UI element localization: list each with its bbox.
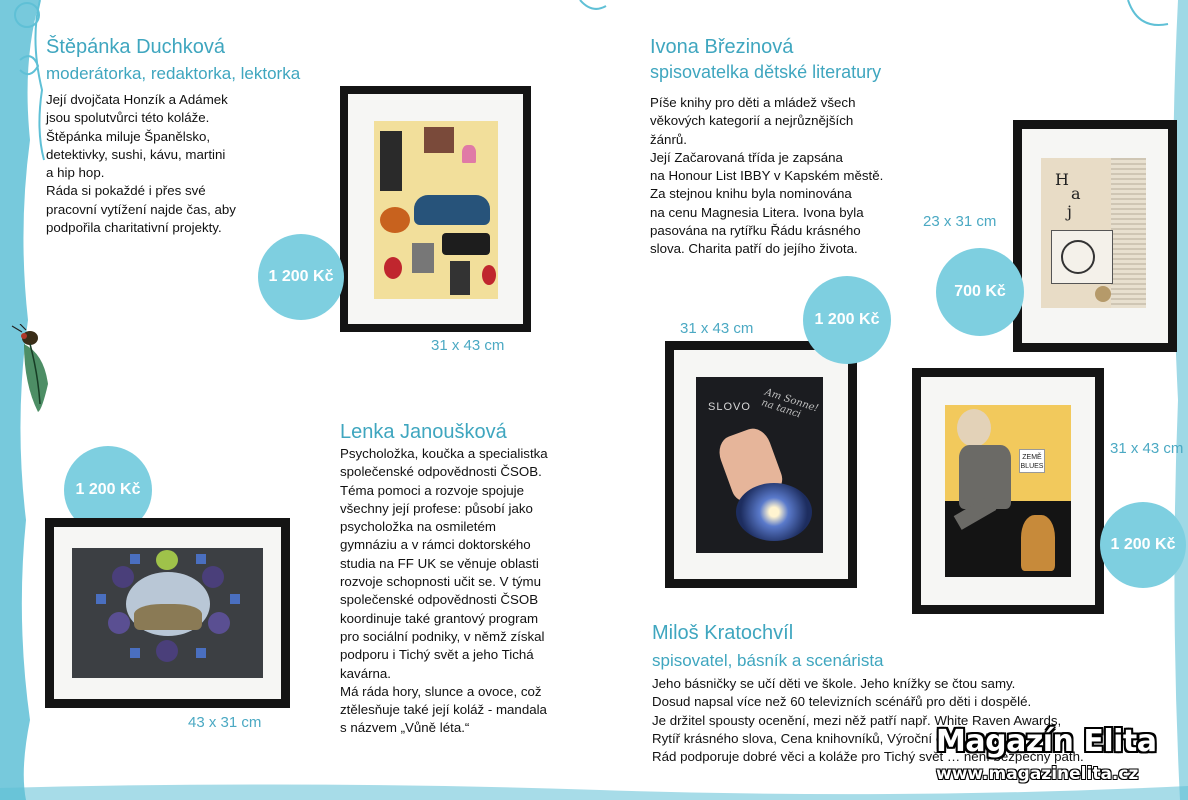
- price-bubble-janouskova: 1 200 Kč: [64, 446, 152, 534]
- artist-name-duchkova: Štěpánka Duchková: [46, 36, 226, 58]
- artist-name-kratochvil: Miloš Kratochvíl: [652, 622, 794, 644]
- price-bubble-duchkova: 1 200 Kč: [258, 234, 344, 320]
- magazine-url: www.magazinelita.cz: [936, 764, 1139, 784]
- cicada-icon: [10, 324, 56, 414]
- book-collage-brezinova: H a j: [1041, 158, 1146, 308]
- magazine-logo: Magazín Elita: [936, 724, 1157, 759]
- artwork-frame-brezinova-large: [665, 341, 857, 588]
- artist-name-brezinova: Ivona Březinová: [650, 36, 794, 58]
- artwork-size-duchkova: 31 x 43 cm: [431, 337, 505, 354]
- price-bubble-kratochvil: 1 200 Kč: [1100, 502, 1186, 588]
- artist-bio-janouskova: Psycholožka, koučka a specialistka společenské odpovědnosti ČSOB. Téma pomoci a rozvoje spojuje všechny její profese: působí jako psycholožka na osmiletém gymnáziu a v rámci doktorského studia na FF UK se věnuje oblasti rozvoje schopnosti učit se. V týmu společenské odpovědnosti ČSOB koordinuje také grantový program pro sociální podniky, v němž získal podporu i Tichý svět a jeho Tichá kavárna. Má ráda hory, slunce a ovoce, což ztělesňuje také její koláž - mandala s názvem „Vůně léta.“: [340, 446, 548, 736]
- artwork-frame-duchkova: [340, 86, 531, 332]
- price-bubble-brezinova-large: 1 200 Kč: [803, 276, 891, 364]
- dog-collage-kratochvil: ZEMĚ BLUES: [945, 405, 1071, 577]
- artwork-size-janouskova: 43 x 31 cm: [188, 714, 262, 731]
- artist-role-duchkova: moderátorka, redaktorka, lektorka: [46, 64, 301, 83]
- artist-role-kratochvil: spisovatel, básník a scenárista: [652, 651, 884, 670]
- artist-bio-kratochvil: Jeho básničky se učí děti ve škole. Jeho knížky se čtou samy. Dosud napsal více než 60 televizních scénářů pro děti i dospělé. Je držitel spousty ocenění, mezi něž patří např. White Raven Awards, Rytíř krásného slova, Cena knihovníků, Výroční cena Unie … Rád podporuje dobré věci a koláže pro Tichý svět … není bezpečný path.: [652, 676, 1084, 765]
- artwork-frame-janouskova: [45, 518, 290, 708]
- collage-duchkova: [374, 121, 498, 299]
- artist-bio-duchkova: Její dvojčata Honzík a Adámek jsou spolutvůrci této koláže. Štěpánka miluje Španělsko, detektivky, sushi, kávu, martini a hip hop. Ráda si pokaždé i přes své pracovní vytížení najde čas, aby podpořila charitativní projekty.: [46, 92, 236, 236]
- artwork-size-brezinova-small: 23 x 31 cm: [923, 213, 997, 230]
- artist-role-brezinova: spisovatelka dětské literatury: [650, 62, 882, 82]
- artwork-frame-brezinova-small: [1013, 120, 1177, 352]
- artwork-size-kratochvil: 31 x 43 cm: [1110, 440, 1184, 457]
- artist-bio-brezinova: Píše knihy pro děti a mládež všech věkových kategorií a nejrůznějších žánrů. Její Začarovaná třída je zapsána na Honour List IBBY v Kapském městě. Za stejnou knihu byla nominována na cenu Magnesia Litera. Ivona byla pasována na rytířku Řádu krásného slova. Charita patří do jejího života.: [650, 95, 884, 257]
- artist-name-janouskova: Lenka Janoušková: [340, 421, 507, 443]
- price-bubble-brezinova-small: 700 Kč: [936, 248, 1024, 336]
- artwork-size-brezinova-large: 31 x 43 cm: [680, 320, 754, 337]
- hand-galaxy-collage: SLOVO Am Sonne! na tanci: [696, 377, 823, 553]
- artwork-frame-kratochvil: [912, 368, 1104, 614]
- mandala-collage-janouskova: [72, 548, 263, 678]
